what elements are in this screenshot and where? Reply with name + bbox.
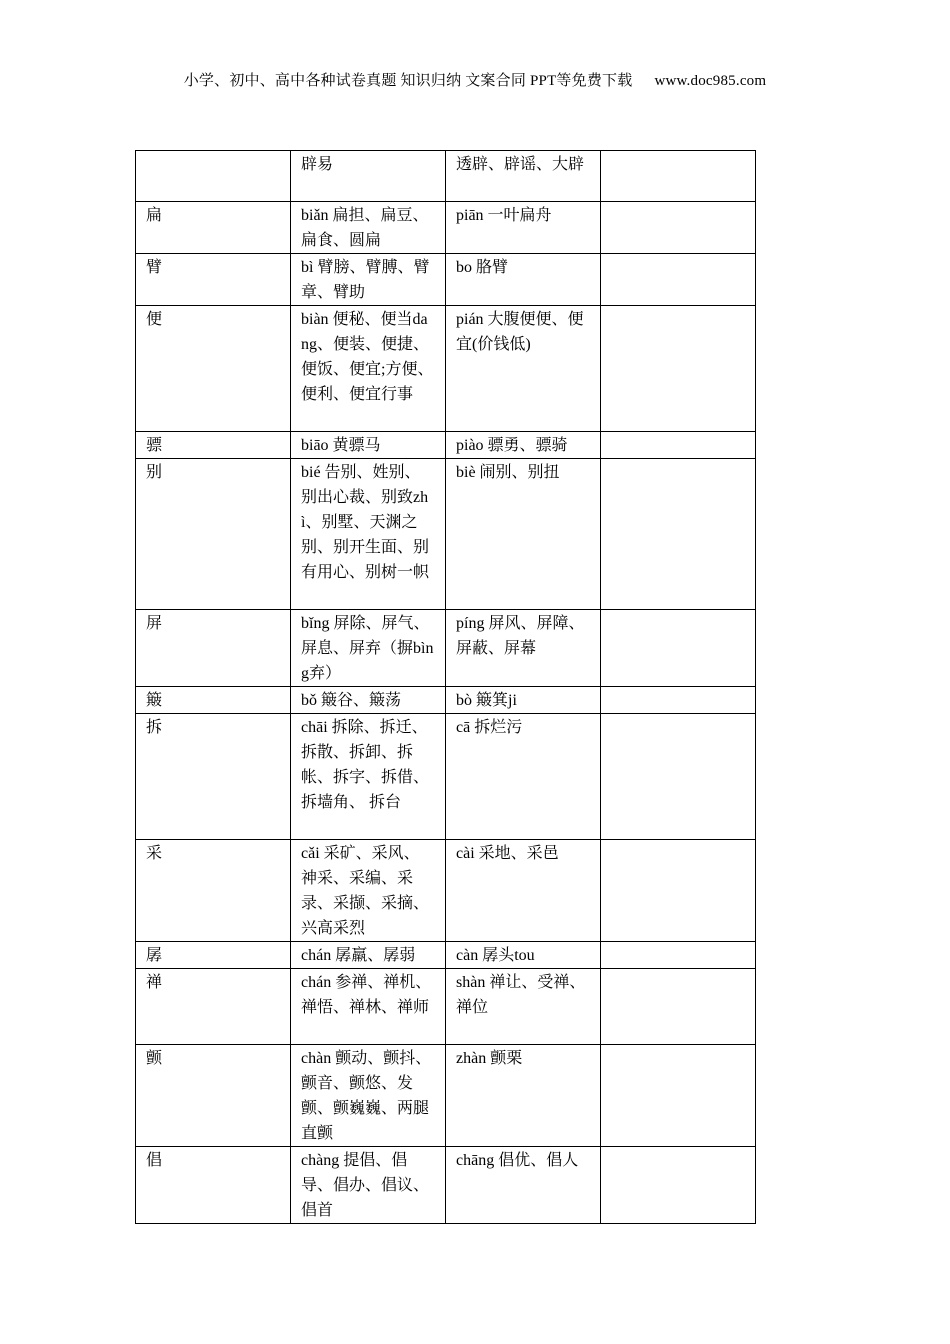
note-cell <box>601 942 756 969</box>
table-row <box>136 306 756 432</box>
header-text: 小学、初中、高中各种试卷真题 知识归纳 文案合同 PPT等免费下载 <box>183 73 633 89</box>
reading1-cell: chāi 拆除、拆迁、拆散、拆卸、拆帐、拆字、拆借、拆墙角、 拆台 <box>291 714 446 840</box>
reading2-cell: shàn 禅让、受禅、禅位 <box>446 969 601 1045</box>
reading2-cell: píng 屏风、屏障、屏蔽、屏幕 <box>446 610 601 687</box>
reading1-cell: 辟易 <box>291 151 446 202</box>
reading2-cell: cài 采地、采邑 <box>446 840 601 942</box>
reading1-cell: biàn 便秘、便当dang、便装、便捷、便饭、便宜;方便、便利、便宜行事 <box>291 306 446 432</box>
reading1-cell: bǒ 簸谷、簸荡 <box>291 687 446 714</box>
reading2-cell: biè 闹别、别扭 <box>446 459 601 610</box>
char-cell: 屏 <box>136 610 291 687</box>
char-cell <box>136 151 291 202</box>
char-cell: 骠 <box>136 432 291 459</box>
note-cell <box>601 714 756 840</box>
char-cell: 拆 <box>136 714 291 840</box>
page-header <box>0 69 950 90</box>
reading1-cell: bì 臂膀、臂膊、臂章、臂助 <box>291 254 446 306</box>
reading1-cell: biǎn 扁担、扁豆、扁食、圆扁 <box>291 202 446 254</box>
polyphonic-character-table <box>135 150 756 1224</box>
reading2-cell: cā 拆烂污 <box>446 714 601 840</box>
note-cell <box>601 1147 756 1224</box>
header-site: www.doc985.com <box>654 73 767 89</box>
note-cell <box>601 1045 756 1147</box>
char-cell: 禅 <box>136 969 291 1045</box>
reading2-cell: 透辟、辟谣、大辟 <box>446 151 601 202</box>
table-row <box>136 714 756 840</box>
note-cell <box>601 969 756 1045</box>
note-cell <box>601 432 756 459</box>
char-cell: 倡 <box>136 1147 291 1224</box>
reading1-cell: chán 参禅、禅机、禅悟、禅林、禅师 <box>291 969 446 1045</box>
table-row <box>136 151 756 202</box>
note-cell <box>601 151 756 202</box>
char-cell: 孱 <box>136 942 291 969</box>
reading2-cell: càn 孱头tou <box>446 942 601 969</box>
table-row <box>136 687 756 714</box>
char-cell: 扁 <box>136 202 291 254</box>
note-cell <box>601 687 756 714</box>
char-cell: 颤 <box>136 1045 291 1147</box>
reading1-cell: bǐng 屏除、屏气、屏息、屏弃（摒bìng弃） <box>291 610 446 687</box>
table-row <box>136 840 756 942</box>
note-cell <box>601 610 756 687</box>
note-cell <box>601 306 756 432</box>
table-row <box>136 610 756 687</box>
table-row <box>136 432 756 459</box>
char-cell: 臂 <box>136 254 291 306</box>
table-row <box>136 942 756 969</box>
reading1-cell: chán 孱羸、孱弱 <box>291 942 446 969</box>
reading2-cell: piān 一叶扁舟 <box>446 202 601 254</box>
table-row <box>136 1147 756 1224</box>
reading2-cell: bo 胳臂 <box>446 254 601 306</box>
char-cell: 便 <box>136 306 291 432</box>
reading1-cell: cǎi 采矿、采风、神采、采编、采录、采撷、采摘、兴高采烈 <box>291 840 446 942</box>
reading1-cell: chàng 提倡、倡导、倡办、倡议、倡首 <box>291 1147 446 1224</box>
reading2-cell: piào 骠勇、骠骑 <box>446 432 601 459</box>
table-row <box>136 1045 756 1147</box>
reading2-cell: chāng 倡优、倡人 <box>446 1147 601 1224</box>
table-row <box>136 202 756 254</box>
table-row <box>136 459 756 610</box>
note-cell <box>601 202 756 254</box>
reading1-cell: bié 告别、姓别、别出心裁、别致zhì、别墅、天渊之别、别开生面、别有用心、别树一帜 <box>291 459 446 610</box>
table-row <box>136 969 756 1045</box>
reading2-cell: zhàn 颤栗 <box>446 1045 601 1147</box>
note-cell <box>601 459 756 610</box>
reading1-cell: chàn 颤动、颤抖、颤音、颤悠、发颤、颤巍巍、两腿直颤 <box>291 1045 446 1147</box>
note-cell <box>601 840 756 942</box>
char-cell: 簸 <box>136 687 291 714</box>
char-cell: 别 <box>136 459 291 610</box>
note-cell <box>601 254 756 306</box>
reading1-cell: biāo 黄骠马 <box>291 432 446 459</box>
char-cell: 采 <box>136 840 291 942</box>
table-row <box>136 254 756 306</box>
reading2-cell: pián 大腹便便、便宜(价钱低) <box>446 306 601 432</box>
reading2-cell: bò 簸箕ji <box>446 687 601 714</box>
